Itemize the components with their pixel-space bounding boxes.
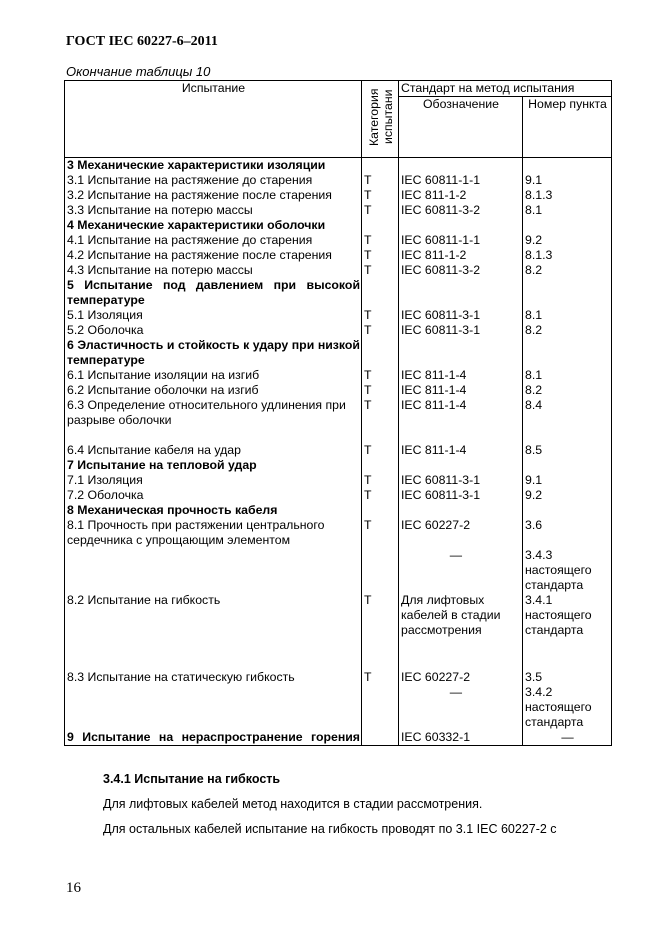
table-row-name: 8.1 Прочность при растяжении центрального сердечника с упрощающим элементом — [65, 518, 362, 548]
clause-cell: 8.2 — [523, 323, 612, 338]
category-cell: Т — [362, 593, 399, 638]
clause-cell: 8.2 — [523, 263, 612, 278]
category-cell: Т — [362, 443, 399, 458]
table-row-section: 7 Испытание на тепловой удар — [65, 458, 362, 473]
table-row-name: 8.2 Испытание на гибкость — [65, 593, 362, 638]
table-row-section: 8 Механическая прочность кабеля — [65, 503, 362, 518]
designation-cell: IEC 60227-2 — [399, 518, 523, 548]
category-cell: Т — [362, 518, 399, 548]
designation-cell: IEC 60811-1-1 — [399, 233, 523, 248]
table-row-section: 5 Испытание под давлением при высокой температуре — [65, 278, 362, 308]
category-cell: Т — [362, 248, 399, 263]
table-row-name: 8.3 Испытание на статическую гибкость — [65, 670, 362, 685]
clause-cell: 3.4.2 настоящего стандарта — [523, 685, 612, 730]
designation-cell: IEC 60811-3-2 — [399, 263, 523, 278]
col-header-category — [362, 81, 399, 158]
table-row-name: 5.1 Изоляция — [65, 308, 362, 323]
table-row-section: 4 Механические характеристики оболочки — [65, 218, 362, 233]
clause-cell: 9.2 — [523, 488, 612, 503]
designation-cell: IEC 811-1-4 — [399, 443, 523, 458]
table-row-name: 5.2 Оболочка — [65, 323, 362, 338]
category-cell: Т — [362, 383, 399, 398]
category-cell: Т — [362, 323, 399, 338]
table-row-name: 3.2 Испытание на растяжение после старения — [65, 188, 362, 203]
clause-cell: — — [523, 730, 612, 746]
table-row-name: 6.4 Испытание кабеля на удар — [65, 443, 362, 458]
page-number: 16 — [66, 880, 81, 896]
col-header-clause: Номер пункта — [523, 97, 612, 158]
designation-cell: IEC 60811-1-1 — [399, 173, 523, 188]
test-table — [64, 80, 612, 746]
table-row-name: 4.1 Испытание на растяжение до старения — [65, 233, 362, 248]
table-row-section: 3 Механические характеристики изоляции — [65, 158, 362, 174]
table-row-name: 4.2 Испытание на растяжение после старения — [65, 248, 362, 263]
designation-cell: IEC 811-1-2 — [399, 188, 523, 203]
category-cell: Т — [362, 488, 399, 503]
designation-cell: IEC 60227-2 — [399, 670, 523, 685]
category-cell: Т — [362, 233, 399, 248]
paragraph: Для остальных кабелей испытание на гибкость проводят по 3.1 IEC 60227-2 с — [103, 822, 557, 836]
clause-cell: 8.1 — [523, 368, 612, 383]
table-row-name: 6.2 Испытание оболочки на изгиб — [65, 383, 362, 398]
clause-cell: 3.4.1 настоящего стандарта — [523, 593, 612, 638]
clause-cell: 3.6 — [523, 518, 612, 548]
paragraph: Для лифтовых кабелей метод находится в стадии рассмотрения. — [103, 797, 483, 811]
table-row-section: 9 Испытание на нераспространение горения — [65, 730, 362, 746]
category-cell: Т — [362, 263, 399, 278]
category-cell: Т — [362, 368, 399, 383]
designation-cell: IEC 811-1-4 — [399, 398, 523, 443]
table-continuation-caption: Окончание таблицы 10 — [66, 64, 211, 79]
clause-cell: 8.1.3 — [523, 248, 612, 263]
table-row-name: 3.1 Испытание на растяжение до старения — [65, 173, 362, 188]
designation-cell: IEC 60811-3-1 — [399, 323, 523, 338]
designation-cell: IEC 811-1-2 — [399, 248, 523, 263]
clause-cell: 9.1 — [523, 173, 612, 188]
designation-cell: IEC 811-1-4 — [399, 368, 523, 383]
section-heading: 3.4.1 Испытание на гибкость — [103, 772, 281, 786]
designation-cell: — — [399, 548, 523, 593]
clause-cell: 3.5 — [523, 670, 612, 685]
col-header-standard: Стандарт на метод испытания — [399, 81, 612, 97]
table-row-name: 6.3 Определение относительного удлинения при разрыве оболочки — [65, 398, 362, 443]
category-cell: Т — [362, 398, 399, 443]
clause-cell: 3.4.3 настоящего стандарта — [523, 548, 612, 593]
table-row-name: 4.3 Испытание на потерю массы — [65, 263, 362, 278]
category-cell: Т — [362, 173, 399, 188]
col-header-test: Испытание — [65, 81, 362, 158]
designation-cell: IEC 60811-3-2 — [399, 203, 523, 218]
category-cell: Т — [362, 670, 399, 685]
clause-cell: 8.1.3 — [523, 188, 612, 203]
designation-cell: IEC 811-1-4 — [399, 383, 523, 398]
table-row-name: 3.3 Испытание на потерю массы — [65, 203, 362, 218]
table-row-name: 7.1 Изоляция — [65, 473, 362, 488]
clause-cell: 8.1 — [523, 308, 612, 323]
category-cell: Т — [362, 473, 399, 488]
col-header-designation: Обозначение — [399, 97, 523, 158]
table-row-name: 7.2 Оболочка — [65, 488, 362, 503]
category-label: Категория испытани — [366, 88, 395, 146]
category-cell: Т — [362, 308, 399, 323]
category-cell: Т — [362, 188, 399, 203]
clause-cell: 9.2 — [523, 233, 612, 248]
clause-cell: 9.1 — [523, 473, 612, 488]
designation-cell: IEC 60811-3-1 — [399, 488, 523, 503]
category-cell: Т — [362, 203, 399, 218]
designation-cell: Для лифтовых кабелей в стадии рассмотрения — [399, 593, 523, 638]
table-row-name: 6.1 Испытание изоляции на изгиб — [65, 368, 362, 383]
clause-cell: 8.4 — [523, 398, 612, 443]
table-row-section: 6 Эластичность и стойкость к удару при низкой температуре — [65, 338, 362, 368]
clause-cell: 8.1 — [523, 203, 612, 218]
clause-cell: 8.5 — [523, 443, 612, 458]
designation-cell: IEC 60811-3-1 — [399, 308, 523, 323]
designation-cell: IEC 60811-3-1 — [399, 473, 523, 488]
document-header: ГОСТ IEC 60227-6–2011 — [66, 34, 218, 49]
designation-cell: — — [399, 685, 523, 730]
clause-cell: 8.2 — [523, 383, 612, 398]
designation-cell: IEC 60332-1 — [399, 730, 523, 746]
